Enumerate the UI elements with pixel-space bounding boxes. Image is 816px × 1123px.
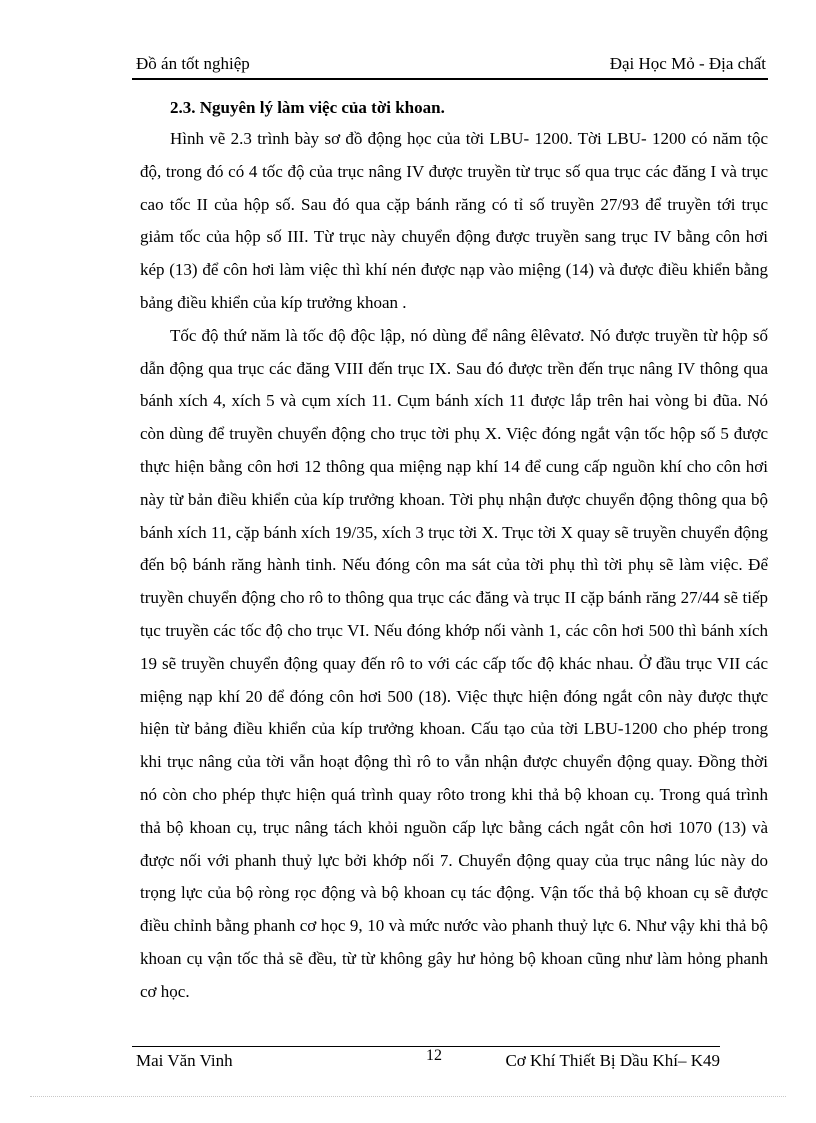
page-footer	[132, 1046, 720, 1077]
page-header	[132, 52, 768, 80]
footer-department: Cơ Khí Thiết Bị Dầu Khí– K49	[505, 1051, 720, 1070]
page-number: 12	[426, 1047, 442, 1064]
section-heading: 2.3. Nguyên lý làm việc của tời khoan.	[170, 98, 445, 117]
body-paragraph-1: Hình vẽ 2.3 trình bày sơ đồ động học của tời LBU- 1200. Tời LBU- 1200 có năm tộc độ, trong đó có 4 tốc độ của trục nâng IV được truyền từ trục số qua trục các đăng I và trục cao tốc II của hộp số. Sau đó qua cặp bánh răng có tỉ số truyền 27/93 để truyền tới trục giảm tốc của hộp số III. Từ trục này chuyển động được truyền sang trục IV bằng côn hơi kép (13) để côn hơi làm việc thì khí nén được nạp vào miệng (14) và được điều khiển bằng bảng điều khiển của kíp trưởng khoan .	[140, 129, 768, 312]
footer-author: Mai Văn Vinh	[136, 1051, 233, 1070]
header-left-title: Đồ án tốt nghiệp	[136, 54, 250, 73]
page-content	[140, 92, 768, 1009]
header-right-title: Đại Học Mỏ - Địa chất	[609, 54, 766, 73]
page-bottom-divider	[30, 1096, 786, 1097]
body-paragraph-2: Tốc độ thứ năm là tốc độ độc lập, nó dùng để nâng êlêvatơ. Nó được truyền từ hộp số dẫn động qua trục các đăng VIII đến trục IX. Sau đó được trền đến trục nâng IV thông qua bánh xích 4, xích 5 và cụm xích 11. Cụm bánh xích 11 được lắp trên hai vòng bi đũa. Nó còn dùng để truyền chuyển động cho trục tời phụ X. Việc đóng ngắt vận tốc hộp số 5 được thực hiện bằng côn hơi 12 thông qua miệng nạp khí 14 để cung cấp nguồn khí cho côn hơi này từ bản điều khiển của kíp trưởng khoan. Tời phụ nhận được chuyển động thông qua bộ bánh xích 11, cặp bánh xích 19/35, xích 3 trục tời X. Trục tời X quay sẽ truyền chuyển động đến bộ bánh răng hành tinh. Nếu đóng côn ma sát của tời phụ thì tời phụ sẽ làm việc. Để truyền chuyển động cho rô to thông qua trục các đăng và trục II cặp bánh răng 27/44 sẽ tiếp tục truyền các tốc độ cho trục VI. Nếu đóng khớp nối vành 1, các côn hơi 500 thì bánh xích 19 sẽ truyền chuyển động quay đến rô to với các cấp tốc độ khác nhau. Ở đầu trục VII các miệng nạp khí 20 để đóng côn hơi 500 (18). Việc thực hiện đóng ngắt côn này được thực hiện từ bảng điều khiển của kíp trưởng khoan. Cấu tạo của tời LBU-1200 cho phép trong khi trục nâng của tời vẫn hoạt động thì rô to vẫn nhận được chuyển động quay. Đồng thời nó còn cho phép thực hiện quá trình quay rôto trong khi thả bộ khoan cụ. Trong quá trình thả bộ khoan cụ, trục nâng tách khỏi nguồn cấp lực bằng cách ngắt côn hơi 1070 (13) và được nối với phanh thuỷ lực bởi khớp nối 7. Chuyển động quay của trục nâng lúc này do trọng lực của bộ ròng rọc động và bộ khoan cụ tác động. Vận tốc thả bộ khoan cụ sẽ được điều chỉnh bằng phanh cơ học 9, 10 và mức nước vào phanh thuỷ lực 6. Như vậy khi thả bộ khoan cụ vận tốc thả sẽ đều, từ từ không gây hư hỏng bộ khoan cũng như làm hỏng phanh cơ học.	[140, 325, 768, 1001]
